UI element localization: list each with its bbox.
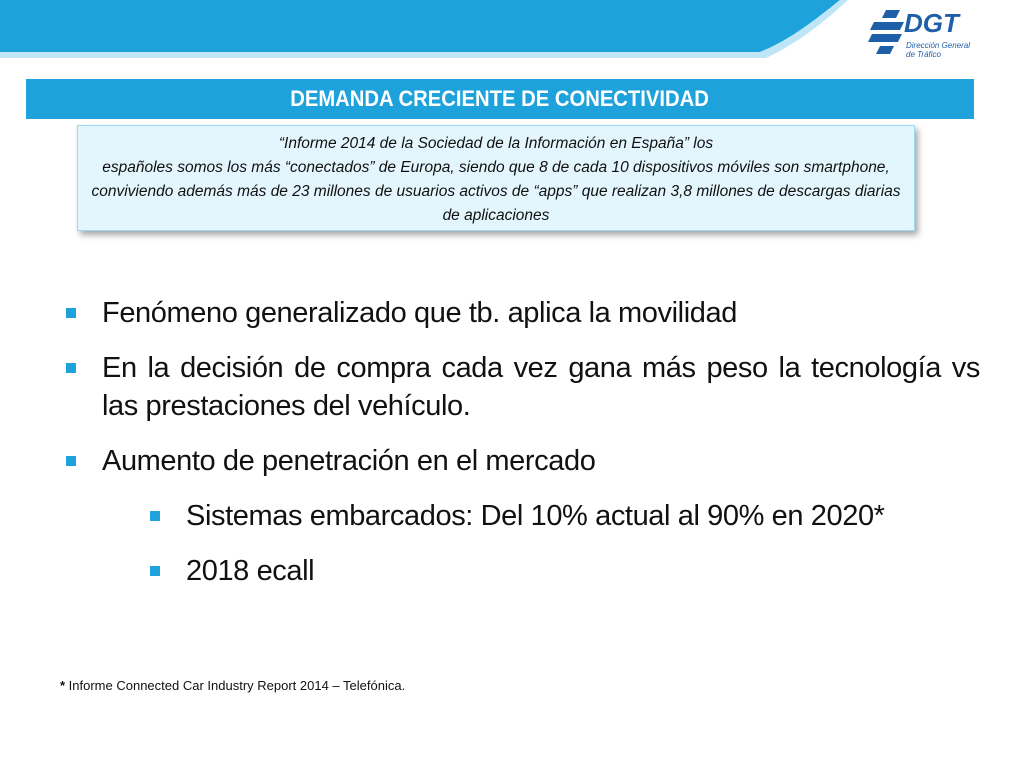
logo-wordmark: DGT bbox=[904, 8, 959, 38]
bullet-square-icon bbox=[150, 511, 160, 521]
logo-subtitle bbox=[906, 41, 978, 59]
quote-box bbox=[77, 125, 915, 231]
bullet-text: 2018 ecall bbox=[186, 555, 315, 587]
sub-bullet-item bbox=[60, 497, 980, 535]
bullet-text: Sistemas embarcados: Del 10% actual al 90% en 2020* bbox=[186, 500, 885, 532]
footnote-text: Informe Connected Car Industry Report 2014 – Telefónica. bbox=[65, 678, 406, 693]
bullet-square-icon bbox=[66, 363, 76, 373]
bullet-item bbox=[60, 349, 980, 425]
bullet-square-icon bbox=[66, 308, 76, 318]
bullet-square-icon bbox=[66, 456, 76, 466]
bullet-text: Fenómeno generalizado que tb. aplica la movilidad bbox=[102, 297, 737, 329]
bullet-item bbox=[60, 442, 980, 480]
logo-subtitle-line2: de Tráfico bbox=[906, 50, 941, 59]
bullet-text: En la decisión de compra cada vez gana más peso la tecnología vs las prestaciones del vehículo. bbox=[102, 352, 980, 422]
sub-bullet-item bbox=[60, 552, 980, 590]
bullet-text: Aumento de penetración en el mercado bbox=[102, 445, 596, 477]
bullet-list bbox=[60, 294, 980, 607]
bullet-item bbox=[60, 294, 980, 332]
bullet-square-icon bbox=[150, 566, 160, 576]
slide-title-bar bbox=[26, 79, 974, 119]
logo-subtitle-line1: Dirección General bbox=[906, 41, 971, 50]
quote-line-2: españoles somos los más “conectados” de Europa, siendo que 8 de cada 10 dispositivos móviles son smartphone, conviviendo además más de 23 millones de usuarios activos de “apps” que realizan 3,8 millones de descargas diarias de aplicaciones bbox=[91, 159, 901, 224]
footnote bbox=[60, 678, 405, 693]
slide-title: DEMANDA CRECIENTE DE CONECTIVIDAD bbox=[290, 86, 710, 111]
dgt-logo-icon bbox=[868, 8, 906, 58]
dgt-logo bbox=[868, 8, 978, 66]
quote-line-1: “Informe 2014 de la Sociedad de la Información en España” los bbox=[278, 135, 714, 152]
footnote-marker: * bbox=[60, 678, 66, 693]
